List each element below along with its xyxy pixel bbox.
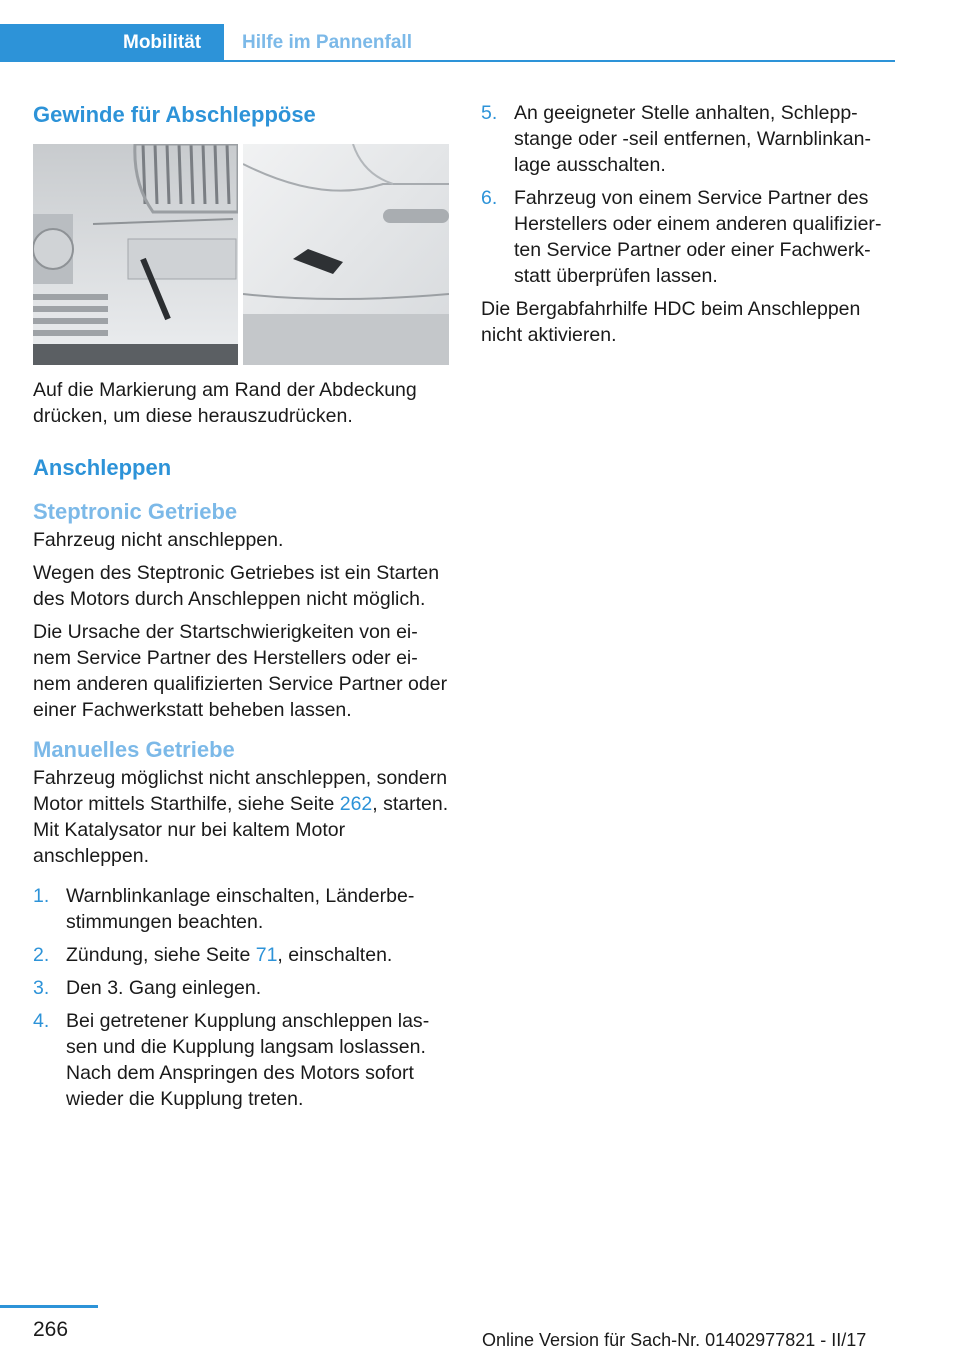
step-text: An geeigneter Stelle anhalten, Schleppstange oder -seil entfernen, Warnblinkanlage ausschalten. [514, 102, 871, 176]
subheading-steptronic: Steptronic Getriebe [33, 499, 238, 524]
bumper-illustration [33, 144, 449, 365]
list-item [33, 883, 449, 935]
paragraph-steptronic-1: Fahrzeug nicht anschleppen. [33, 529, 284, 551]
bumper-photo [33, 144, 449, 365]
tab-hilfe-im-pannenfall[interactable]: Hilfe im Pannenfall [242, 32, 412, 53]
list-item [481, 100, 897, 178]
step-text: Warnblinkanlage einschalten, Länderbestimmungen beachten. [66, 885, 415, 933]
left-column [33, 100, 449, 1119]
header-tabs [0, 24, 895, 62]
step-number: 1. [33, 885, 50, 907]
footer-divider [0, 1305, 98, 1308]
page-link-262[interactable]: 262 [339, 793, 373, 815]
paragraph-manual-text-b: , starten. Mit Katalysator nur bei kaltem Motor anschleppen. [33, 793, 449, 867]
step-number: 3. [33, 977, 50, 999]
step-text-b: , einschalten. [277, 944, 393, 966]
list-item [33, 942, 449, 968]
paragraph-steptronic-3: Die Ursache der Startschwierigkeiten von einem Service Partner des Herstellers oder einem anderen qualifizierten Service Partner oder einer Fachwerkstatt beheben lassen. [33, 621, 448, 721]
header-divider [0, 60, 895, 62]
step-number: 5. [481, 102, 498, 124]
step-number: 4. [33, 1010, 50, 1032]
page-link-71[interactable]: 71 [255, 944, 278, 966]
step-text: Bei getretener Kupplung anschleppen lassen und die Kupplung langsam loslassen. Nach dem Anspringen des Motors sofort wieder die Kupplung treten. [66, 1010, 430, 1110]
paragraph-steptronic-2: Wegen des Steptronic Getriebes ist ein Starten des Motors durch Anschleppen nicht möglich. [33, 562, 440, 610]
paragraph-hdc: Die Bergabfahrhilfe HDC beim Anschleppen nicht aktivieren. [481, 298, 861, 346]
step-text: Den 3. Gang einlegen. [66, 977, 262, 999]
step-number: 6. [481, 187, 498, 209]
heading-tow-eye-thread: Gewinde für Abschleppöse [33, 102, 316, 127]
step-text-a: Zündung, siehe Seite [66, 944, 256, 966]
towing-steps-list-continued [481, 100, 897, 289]
subheading-manual: Manuelles Getriebe [33, 737, 235, 762]
caption-press-marking: Auf die Markierung am Rand der Abdeckung drücken, um diese herauszudrücken. [33, 379, 417, 427]
page-number: 266 [33, 1318, 69, 1341]
heading-towing: Anschleppen [33, 455, 172, 480]
step-text: Fahrzeug von einem Service Partner des Herstellers oder einem anderen qualifizierten Service Partner oder einer Fachwerkstatt überprüfen lassen. [514, 187, 882, 287]
paragraph-manual [33, 765, 449, 869]
list-item [481, 185, 897, 289]
online-version-note: Online Version für Sach-Nr. 01402977821 - II/17 [482, 1330, 867, 1350]
list-item [33, 975, 449, 1001]
list-item [33, 1008, 449, 1112]
right-column [481, 100, 897, 348]
towing-steps-list [33, 883, 449, 1112]
paragraph-manual-text-a: Fahrzeug möglichst nicht anschleppen, sondern Motor mittels Starthilfe, siehe Seite [33, 767, 448, 815]
step-number: 2. [33, 944, 50, 966]
tab-mobilitaet[interactable]: Mobilität [0, 24, 224, 62]
